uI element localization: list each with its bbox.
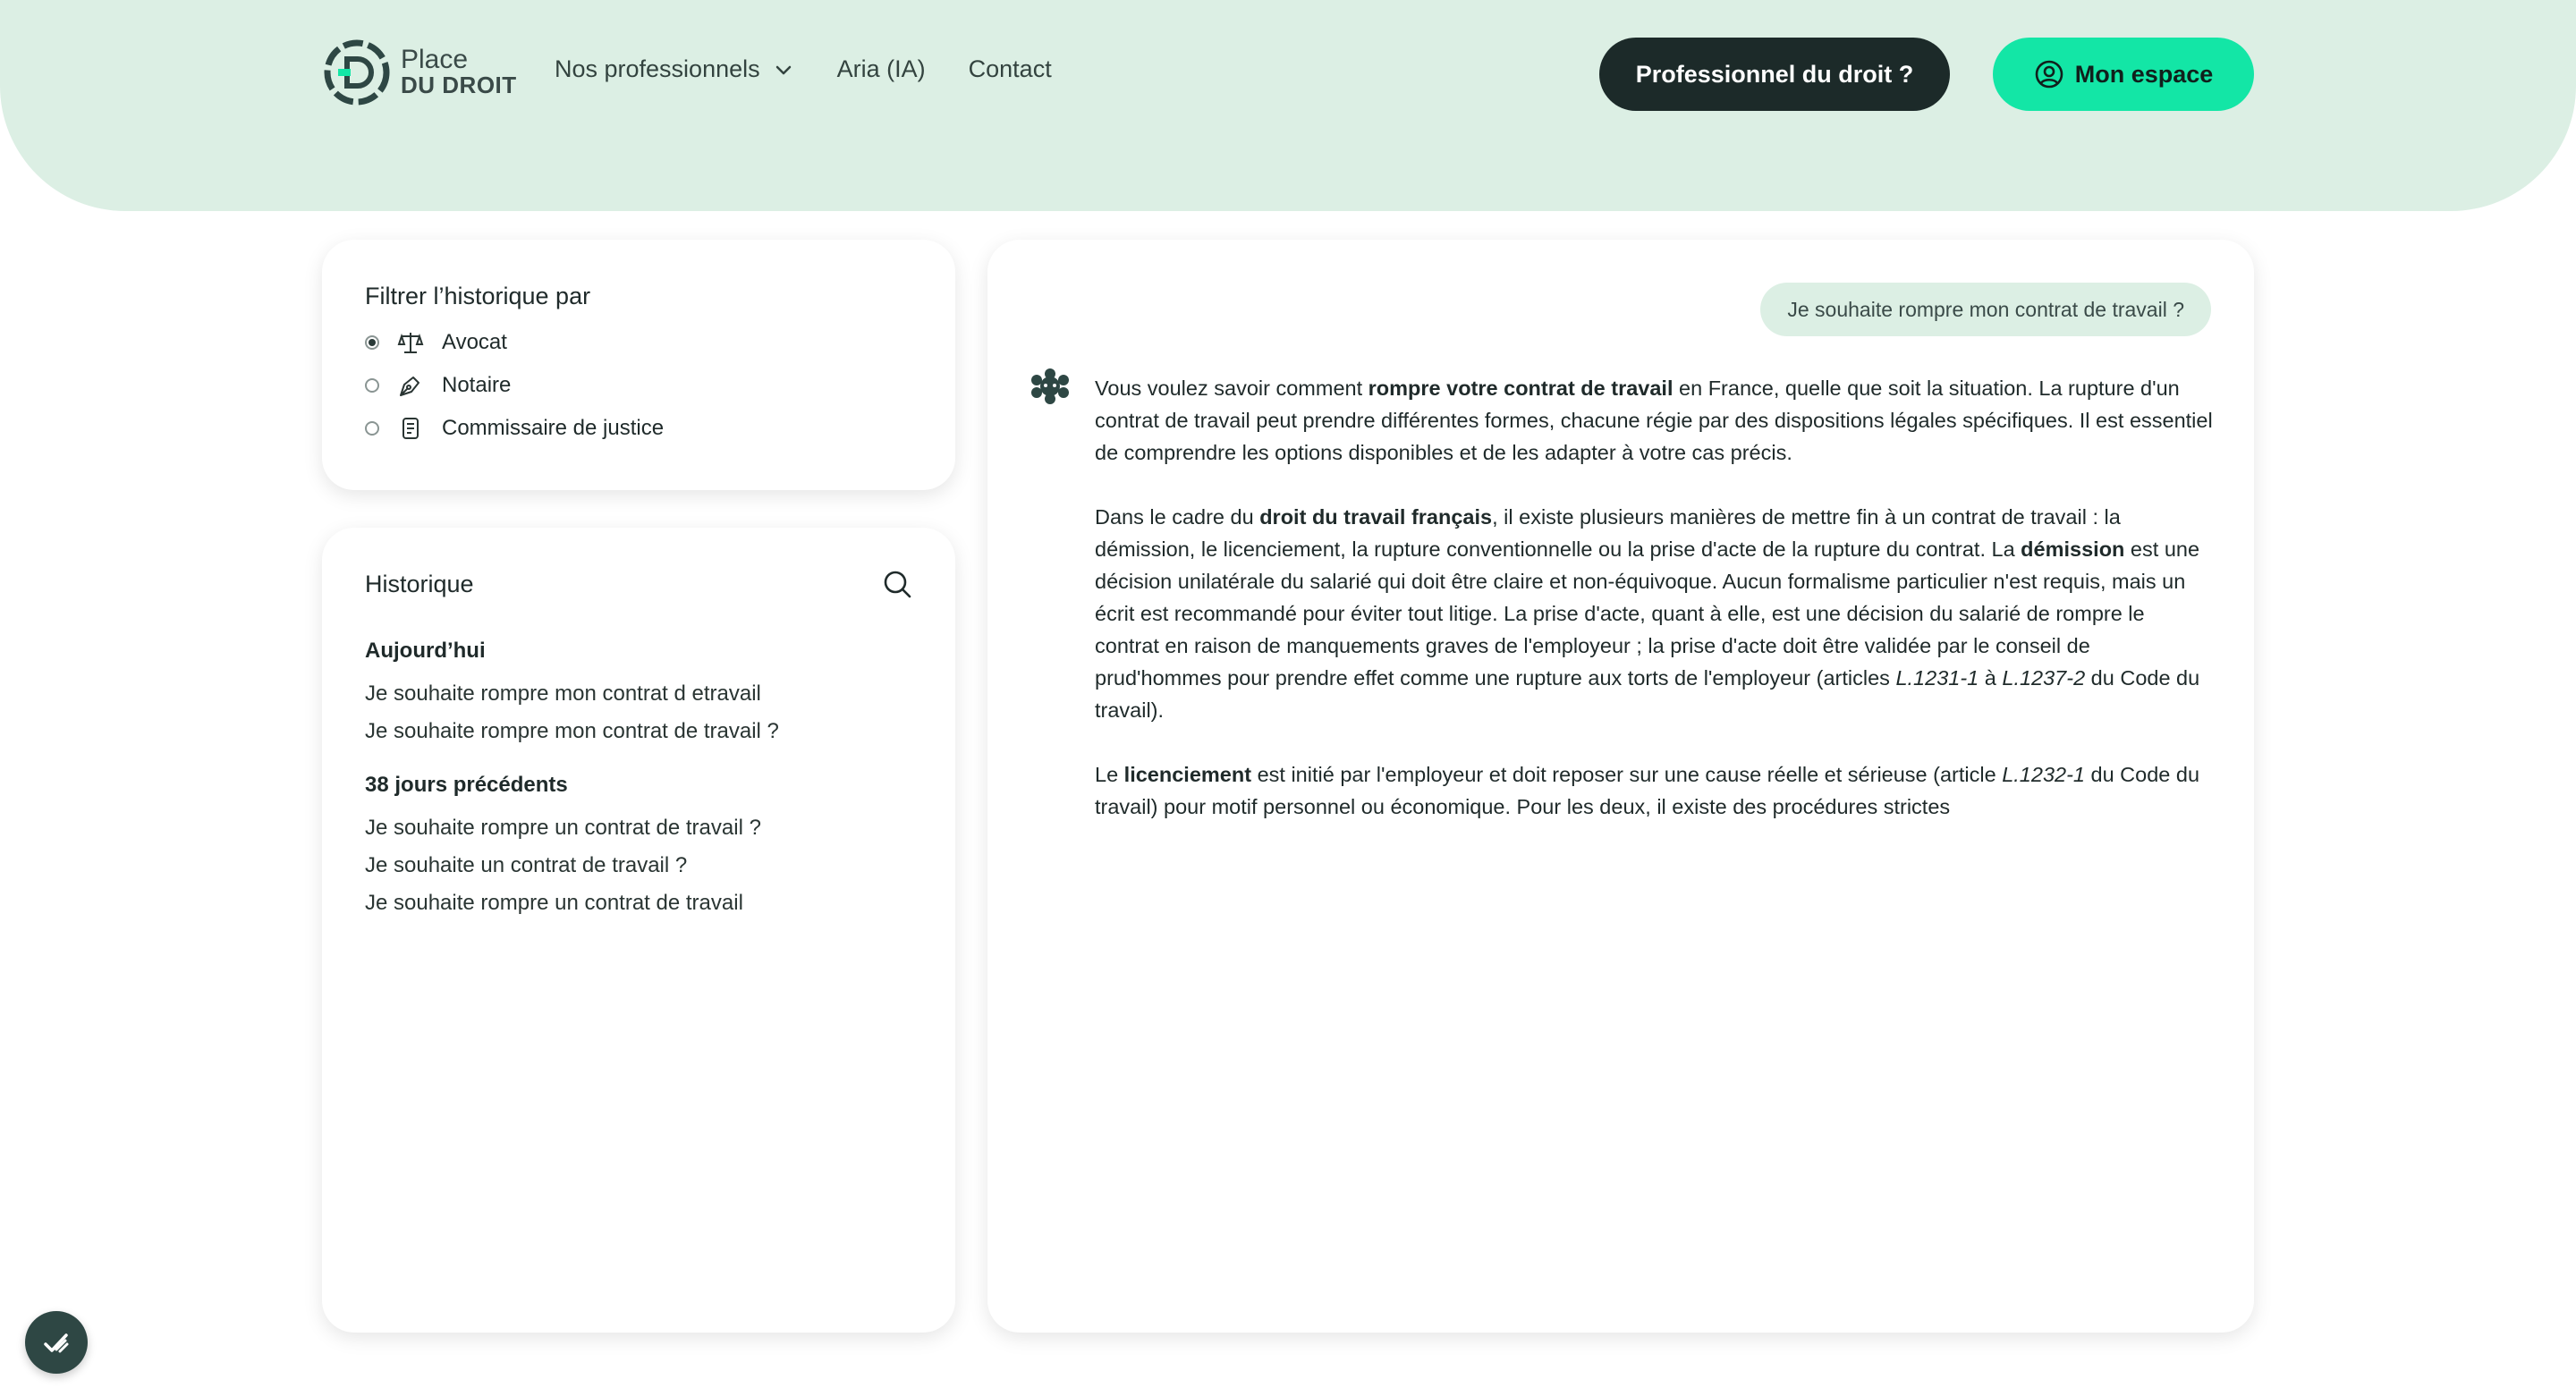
- filter-card: [322, 240, 955, 490]
- radio-notaire[interactable]: [365, 378, 379, 393]
- filter-option-notaire[interactable]: [365, 372, 511, 399]
- floating-action-button[interactable]: [25, 1311, 88, 1374]
- history-item[interactable]: Je souhaite rompre un contrat de travail ?: [365, 816, 761, 840]
- check-hand-icon: [38, 1325, 74, 1360]
- chat-card: [987, 240, 2254, 1333]
- pen-nib-icon: [397, 372, 424, 399]
- search-icon[interactable]: [880, 567, 914, 601]
- logo-line2: DU DROIT: [401, 72, 517, 98]
- history-card: [322, 528, 955, 1333]
- nav-contact[interactable]: [969, 55, 1052, 83]
- user-message-text: Je souhaite rompre mon contrat de travail ?: [1787, 297, 2184, 321]
- bot-answer: [1095, 372, 2213, 855]
- history-item[interactable]: Je souhaite un contrat de travail ?: [365, 853, 688, 877]
- filter-option-commissaire[interactable]: [365, 415, 664, 442]
- professionnel-du-droit-label: Professionnel du droit ?: [1635, 60, 1914, 88]
- logo-line1: Place: [401, 45, 469, 74]
- mon-espace-label: Mon espace: [2074, 60, 2214, 88]
- nav-nos-professionnels-label: Nos professionnels: [555, 55, 760, 82]
- history-group-previous: 38 jours précédents: [365, 773, 568, 797]
- history-item[interactable]: Je souhaite rompre mon contrat d etravail: [365, 681, 761, 706]
- place-du-droit-logo-icon: [324, 39, 390, 106]
- user-circle-icon: [2034, 59, 2064, 89]
- main-nav: [555, 55, 1052, 83]
- filter-option-avocat-label: Avocat: [442, 330, 507, 354]
- mon-espace-button[interactable]: [1993, 38, 2254, 111]
- nav-contact-label: Contact: [968, 55, 1052, 82]
- answer-paragraph-2: Dans le cadre du droit du travail français, il existe plusieurs manières de mettre fin à un contrat de travail : la démission, le licenciement, la rupture conventionnelle ou la prise d'acte de la rupture du contrat. La démission est une décision unilatérale du salarié qui doit être claire et non-équivoque. Aucun formalisme particulier n'est requis, mais un écrit est recommandé pour éviter tout litige. La prise d'acte, quant à elle, est une décision du salarié de rompre le contrat en raison de manquements graves de l'employeur ; la prise d'acte doit être validée par le conseil de prud'hommes pour prendre effet comme une rupture aux torts de l'employeur (articles L.1231-1 à L.1237-2 du Code du travail).: [1095, 505, 2200, 722]
- radio-commissaire[interactable]: [365, 421, 379, 436]
- document-icon: [397, 415, 424, 442]
- nav-nos-professionnels[interactable]: [555, 55, 794, 83]
- nav-aria[interactable]: [837, 55, 926, 83]
- user-message-bubble: [1760, 283, 2211, 336]
- filter-option-commissaire-label: Commissaire de justice: [442, 416, 665, 440]
- logo[interactable]: [324, 39, 517, 106]
- answer-paragraph-1: Vous voulez savoir comment rompre votre contrat de travail en France, quelle que soit la situation. La rupture d'un contrat de travail peut prendre différentes formes, chacune régie par des dispositions légales spécifiques. Il est essentiel de comprendre les options disponibles et de les adapter à votre cas précis.: [1095, 377, 2213, 464]
- filter-option-notaire-label: Notaire: [442, 373, 512, 397]
- history-item[interactable]: Je souhaite rompre mon contrat de travail ?: [365, 719, 779, 743]
- aria-bot-icon: [1027, 368, 1073, 404]
- answer-paragraph-3: Le licenciement est initié par l'employeur et doit reposer sur une cause réelle et sérieuse (article L.1232-1 du Code du travail) pour motif personnel ou économique. Pour les deux, il existe des procédures strictes: [1095, 763, 2200, 818]
- filter-title: Filtrer l’historique par: [365, 283, 591, 309]
- chevron-down-icon: [773, 59, 794, 80]
- history-item[interactable]: Je souhaite rompre un contrat de travail: [365, 891, 743, 915]
- history-group-today: Aujourd’hui: [365, 639, 486, 663]
- history-title: Historique: [365, 571, 474, 597]
- scales-icon: [397, 329, 424, 356]
- radio-avocat[interactable]: [365, 335, 379, 350]
- filter-option-avocat[interactable]: [365, 329, 507, 356]
- nav-aria-label: Aria (IA): [836, 55, 926, 82]
- professionnel-du-droit-button[interactable]: [1599, 38, 1950, 111]
